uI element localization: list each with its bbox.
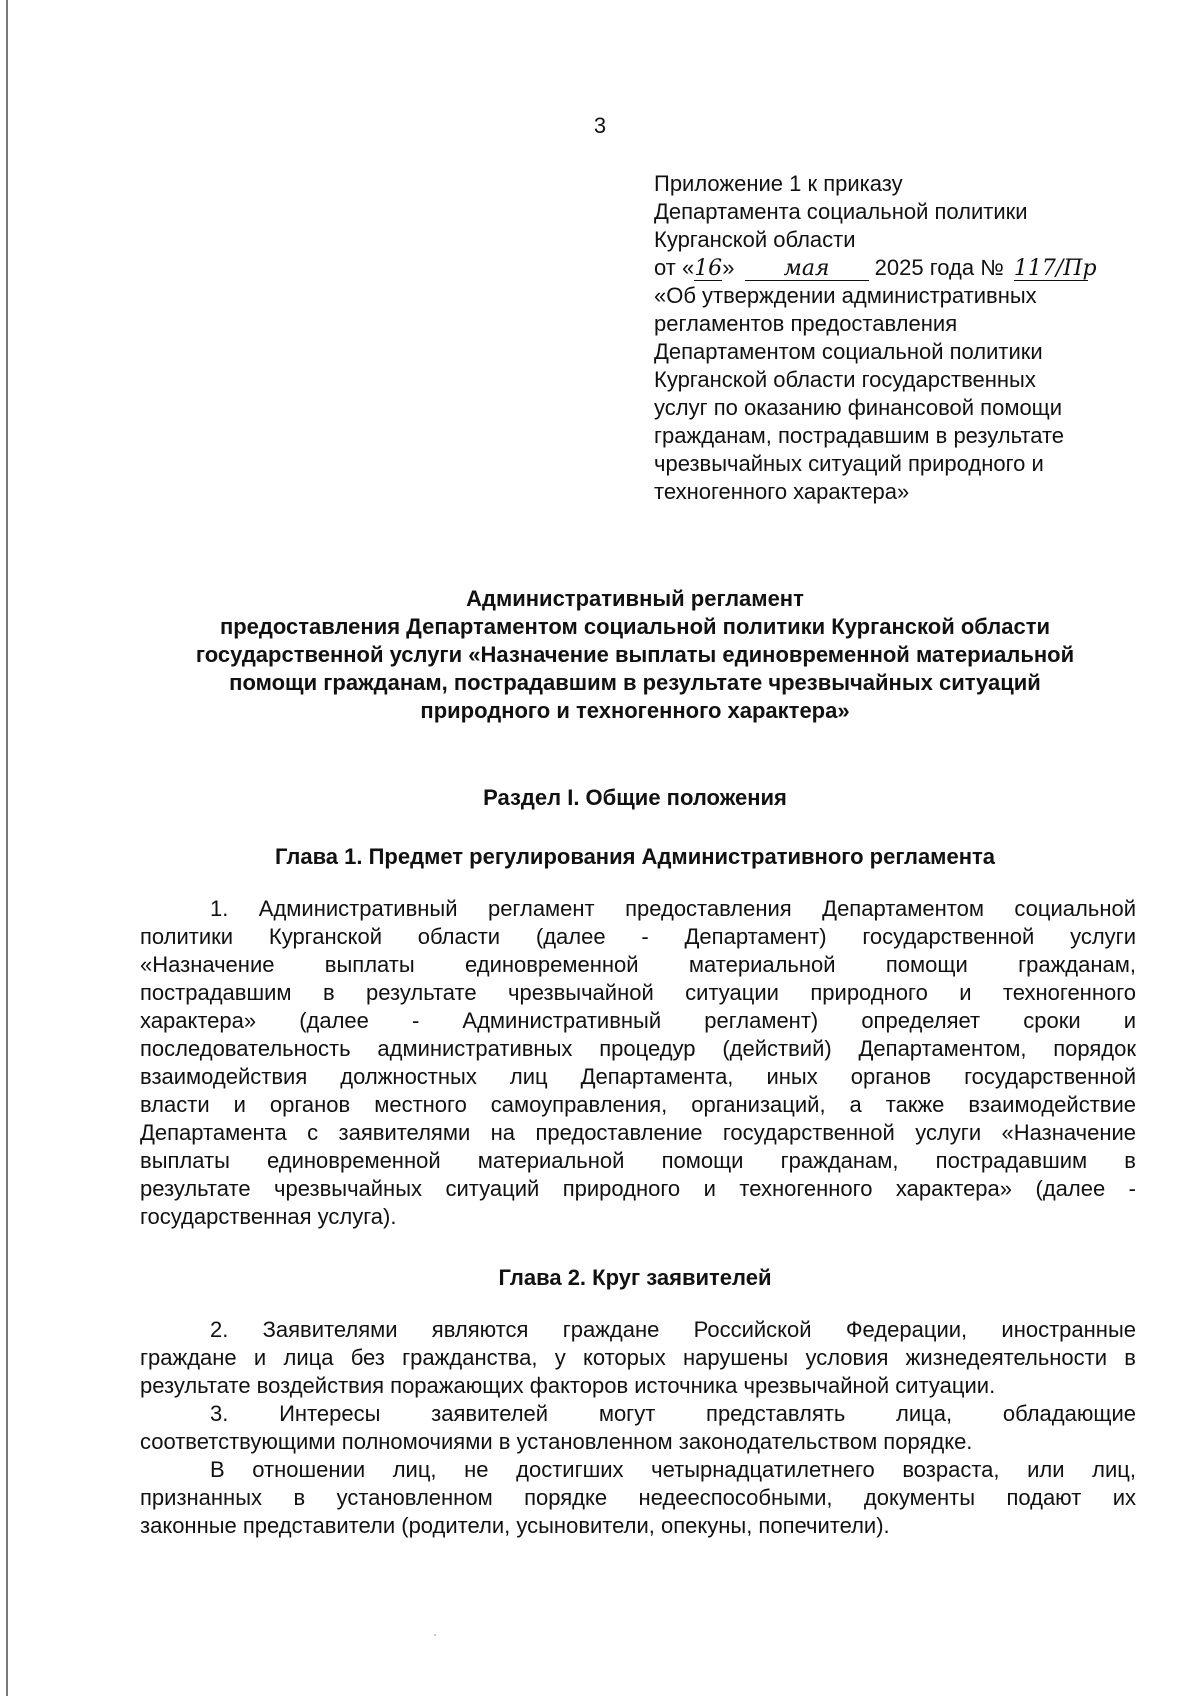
paragraph-line: характера» (далее - Административный регламент) определяет сроки и: [140, 1008, 1136, 1033]
paragraph-line: власти и органов местного самоуправления, организаций, а также взаимодействие: [140, 1092, 1136, 1117]
date-prefix: от «: [654, 255, 695, 280]
paragraph-line: В отношении лиц, не достигших четырнадцатилетнего возраста, или лиц,: [210, 1457, 1136, 1482]
chapter-1-heading: Глава 1. Предмет регулирования Административного регламента: [274, 844, 995, 869]
paragraph-line: граждане и лица без гражданства, у которых нарушены условия жизнедеятельности в: [140, 1345, 1136, 1370]
document-title-line: предоставления Департаментом социальной политики Курганской области: [219, 614, 1051, 639]
appendix-title-line: гражданам, пострадавшим в результате: [654, 423, 1065, 448]
appendix-title-line: Департаментом социальной политики: [654, 339, 1043, 364]
document-title-line: Административный регламент: [466, 586, 804, 611]
paragraph-line: политики Курганской области (далее - Департамент) государственной услуги: [140, 924, 1136, 949]
appendix-title-line: «Об утверждении административных: [654, 283, 1037, 308]
appendix-title-line: Курганской области государственных: [654, 367, 1036, 392]
appendix-title-line: техногенного характера»: [654, 479, 910, 504]
paragraph-line: 2. Заявителями являются граждане Российской Федерации, иностранные: [210, 1317, 1136, 1342]
paragraph-line: Департамента с заявителями на предоставление государственной услуги «Назначение: [140, 1120, 1136, 1145]
appendix-header: [654, 170, 1124, 506]
paragraph-line: пострадавшим в результате чрезвычайной ситуации природного и техногенного: [140, 980, 1136, 1005]
document-title-line: помощи гражданам, пострадавшим в результате чрезвычайных ситуаций: [229, 670, 1041, 695]
paragraph-line: взаимодействия должностных лиц Департамента, иных органов государственной: [140, 1064, 1136, 1089]
paragraph-line: законные представители (родители, усыновители, опекуны, попечители).: [140, 1513, 890, 1538]
appendix-line: Приложение 1 к приказу: [654, 171, 903, 196]
appendix-line: Курганской области: [654, 227, 856, 252]
paragraph-line: 3. Интересы заявителей могут представлять лица, обладающие: [210, 1401, 1136, 1426]
paragraph-line: результате воздействия поражающих факторов источника чрезвычайной ситуации.: [140, 1373, 996, 1398]
appendix-title-line: услуг по оказанию финансовой помощи: [654, 395, 1063, 420]
paragraph-line: результате чрезвычайных ситуаций природного и техногенного характера» (далее -: [140, 1176, 1136, 1201]
appendix-title-line: регламентов предоставления: [654, 311, 958, 336]
date-year: 2025 года №: [868, 255, 1010, 280]
paragraph-line: выплаты единовременной материальной помощи гражданам, пострадавшим в: [140, 1148, 1136, 1173]
paragraph-line: признанных в установленном порядке недееспособными, документы подают их: [140, 1485, 1136, 1510]
chapter-2-heading: Глава 2. Круг заявителей: [498, 1265, 772, 1290]
appendix-line: Департамента социальной политики: [654, 199, 1028, 224]
chapter-1-paragraph: [140, 895, 1136, 1231]
paragraph-line: государственная услуга).: [140, 1204, 397, 1229]
paragraph-line: соответствующими полномочиями в установленном законодательством порядке.: [140, 1429, 973, 1454]
handwritten-day: 16: [694, 256, 723, 281]
page-number: 3: [593, 113, 607, 138]
scan-edge-line: [6, 0, 8, 1696]
document-title-line: природного и техногенного характера»: [420, 698, 850, 723]
handwritten-order-number: 117/Пр: [1013, 256, 1097, 281]
handwritten-month: мая: [745, 258, 869, 281]
scan-speck: [434, 1634, 436, 1636]
appendix-title-line: чрезвычайных ситуаций природного и: [654, 451, 1044, 476]
paragraph-line: последовательность административных процедур (действий) Департаментом, порядок: [140, 1036, 1136, 1061]
paragraph-line: 1. Административный регламент предоставления Департаментом социальной: [210, 896, 1136, 921]
document-title-line: государственной услуги «Назначение выплаты единовременной материальной: [195, 642, 1075, 667]
document-title: [140, 585, 1130, 725]
appendix-date-line: [654, 254, 1124, 282]
date-mid: »: [722, 255, 741, 280]
chapter-2-body: [140, 1316, 1136, 1540]
section-heading: Раздел I. Общие положения: [483, 785, 787, 810]
paragraph-line: «Назначение выплаты единовременной материальной помощи гражданам,: [140, 952, 1136, 977]
